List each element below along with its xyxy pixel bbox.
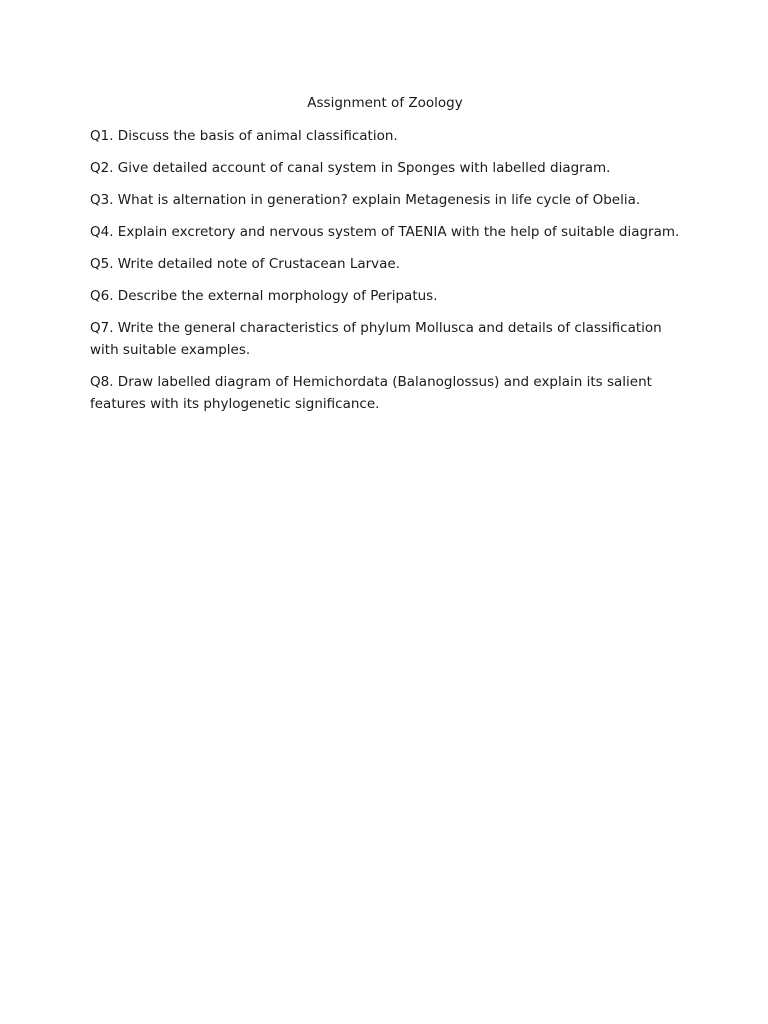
question-5: Q5. Write detailed note of Crustacean Larvae. [90, 256, 401, 272]
document-body [90, 93, 680, 425]
question-1: Q1. Discuss the basis of animal classification. [90, 128, 398, 144]
question-3: Q3. What is alternation in generation? explain Metagenesis in life cycle of Obelia. [90, 192, 641, 208]
question-6: Q6. Describe the external morphology of Peripatus. [90, 288, 438, 304]
question-2: Q2. Give detailed account of canal system in Sponges with labelled diagram. [90, 160, 611, 176]
question-7: Q7. Write the general characteristics of phylum Mollusca and details of classification with suitable examples. [90, 320, 662, 358]
question-list [90, 125, 680, 415]
question-8: Q8. Draw labelled diagram of Hemichordata (Balanoglossus) and explain its salient features with its phylogenetic significance. [90, 374, 652, 412]
question-4: Q4. Explain excretory and nervous system of TAENIA with the help of suitable diagram. [90, 224, 680, 240]
document-title: Assignment of Zoology [307, 95, 463, 111]
